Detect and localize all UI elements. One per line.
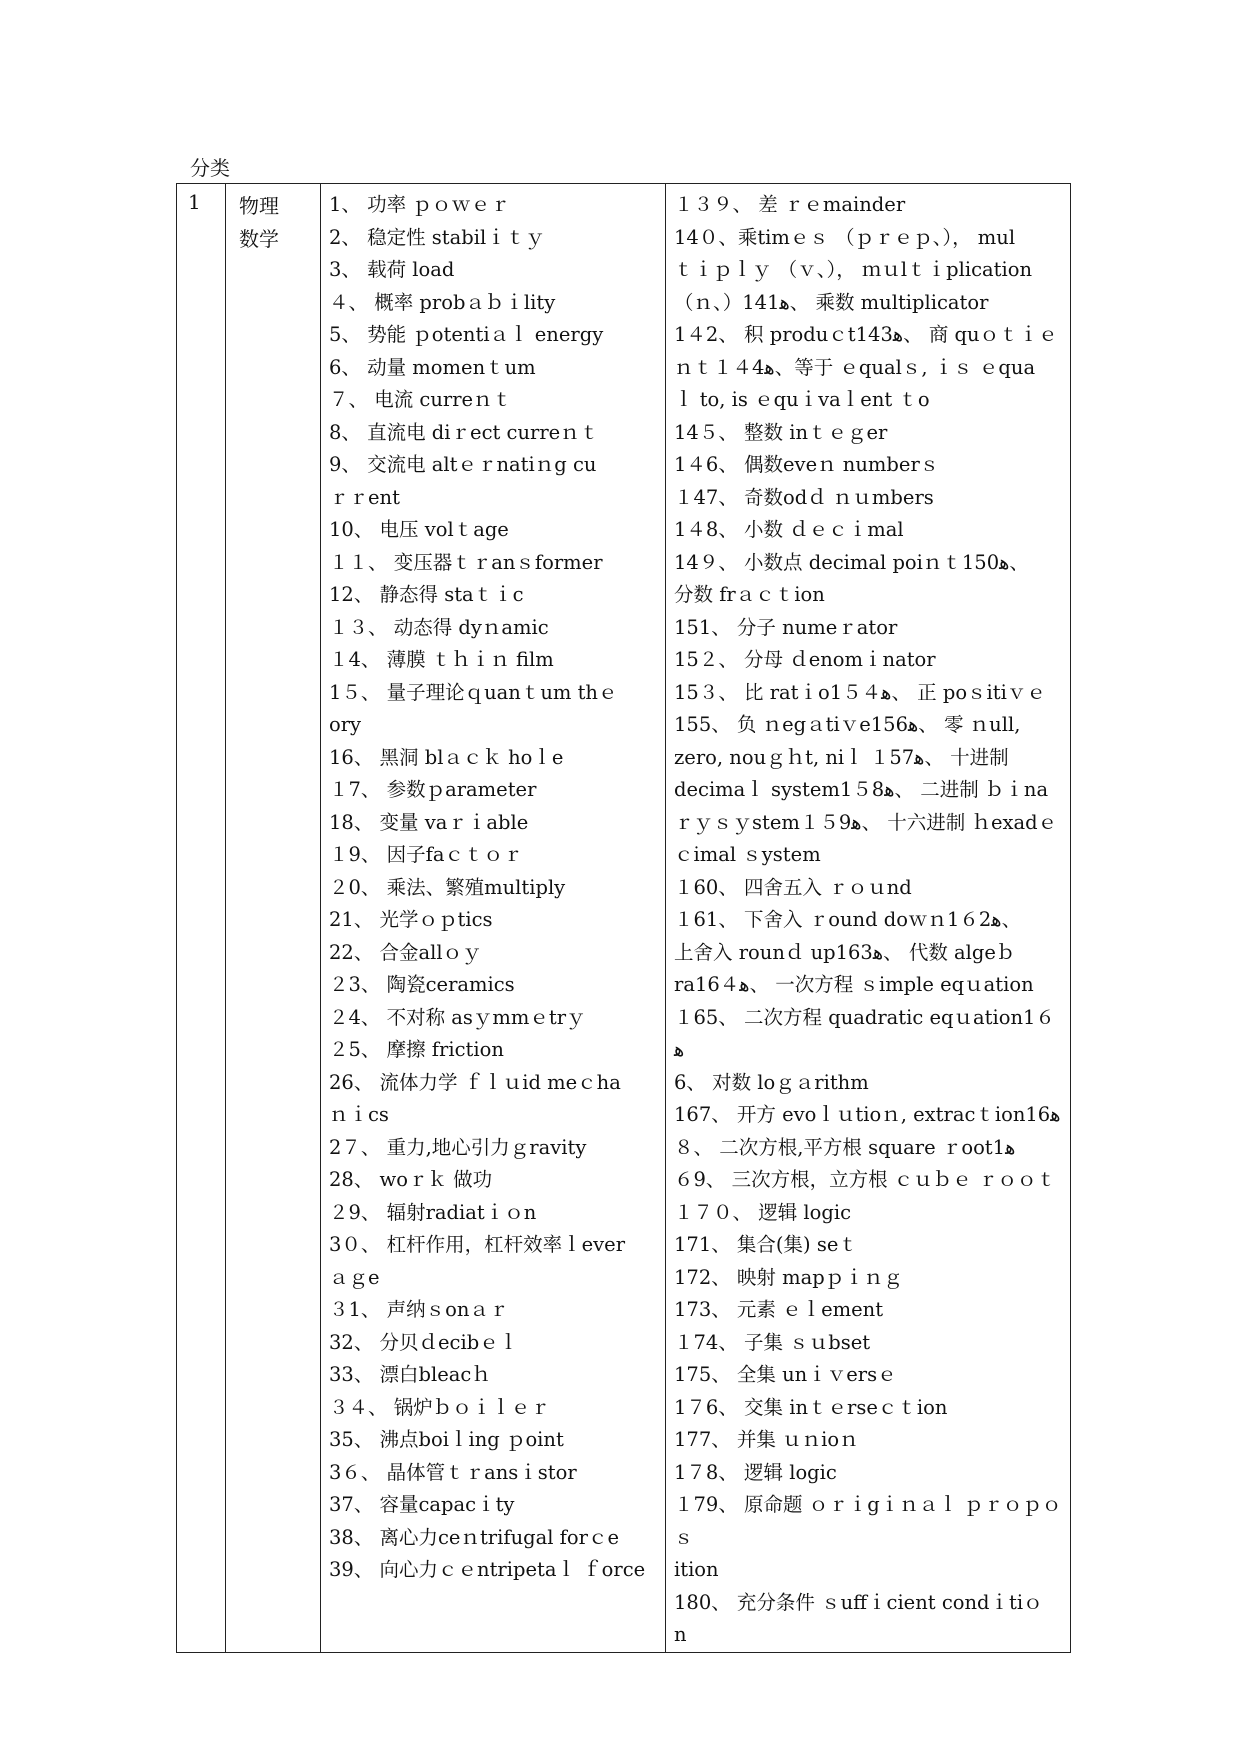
list-item: １１、 变压器ｔｒanｓformer [329,550,603,574]
list-item: 32、 分贝ｄecibｅｌ [329,1330,519,1354]
left-term-cell [321,184,666,1653]
list-item: 26、 流体力学 ｆｌｕid meｃha [329,1070,621,1094]
list-item: １３９、 差 ｒｅmainder [674,193,906,216]
list-item: 28、 woｒｋ 做功 [329,1168,493,1191]
list-item: ２4、 不对称 asｙmmｅtrｙ [329,1005,586,1029]
list-item: ｃimal ｓystem [674,843,821,866]
list-item: 15２、 分母 ｄenomｉnator [674,648,936,671]
list-item: ８、 二次方根,平方根 square ｒoot1ﻫ [674,1135,1016,1159]
list-item: ａｇe [329,1265,380,1289]
right-term-cell [666,184,1071,1653]
list-item: ｎｉcs [329,1103,389,1126]
list-item: 3６、 晶体管ｔｒansｉstor [329,1460,577,1484]
list-item: ２3、 陶瓷ceramics [329,973,515,996]
list-item: ２5、 摩擦 friction [329,1038,504,1061]
list-item: １60、 四舍五入 ｒｏｕnd [674,875,912,899]
list-item: ３４、 锅炉ｂｏｉｌｅｒ [329,1395,550,1419]
category-mathematics: 数学 [239,226,279,251]
list-item: １61、 下舍入 ｒound doｗｎ1６2ﻫ、 [674,908,1022,931]
list-item: ition [674,1558,719,1581]
list-item: ory [329,713,362,736]
list-item: 151、 分子 numeｒator [674,615,898,639]
list-item: 上舍入 rounｄ up163ﻫ、 代数 algeｂ [674,940,1016,964]
list-item: 37、 容量capacｉty [329,1493,515,1516]
list-item: 10、 电压 volｔage [329,518,509,541]
list-item: （ｎ、）141ﻫ、 乘数 multiplicator [674,290,989,314]
list-item: 167、 开方 evoｌｕtioｎ, extracｔion16ﻫ [674,1103,1061,1126]
list-item: 5、 势能 ｐotentiａｌ energy [329,323,604,346]
category-physics: 物理 [239,194,279,218]
list-item: 1４8、 小数 ｄｅｃｉmal [674,518,904,541]
list-item: 39、 向心力ｃｅntripetaｌ ｆorce [329,1558,646,1581]
list-item: 2７、 重力,地心引力ｇravity [329,1135,587,1159]
list-item: 1、 功率 ｐｏｗｅｒ [329,193,510,216]
list-item: １79、 原命题 ｏｒｉgｉｎａｌ ｐｒｏｐｏｓ [674,1493,1062,1549]
table-row [177,184,1071,1653]
list-item: ｎｔ１４4ﻫ、等于 ｅqualｓ, ｉｓ ｅqua [674,355,1036,379]
list-item: １74、 子集 ｓｕbset [674,1330,871,1354]
list-item: 1４6、 偶数eveｎ numberｓ [674,453,940,476]
list-item: ７、 电流 curreｎｔ [329,388,513,411]
list-item: n [674,1623,687,1646]
list-item: 33、 漂白bleacｈ [329,1363,491,1386]
list-item: 9、 交流电 altｅｒnatiｎg cu [329,453,597,476]
list-item: 1７8、 逻辑 logic [674,1460,837,1484]
list-item: 171、 集合(集) seｔ [674,1233,858,1256]
list-item: ４、 概率 probａｂｉlity [329,290,556,314]
list-item: 155、 负 ｎegａtiｖe156ﻫ、 零 ｎull, [674,713,1021,736]
list-item: １7、 参数ｐarameter [329,778,537,801]
list-item: 3０、 杠杆作用，杠杆效率ｌever [329,1233,626,1256]
list-item: 21、 光学ｏｐtics [329,908,493,931]
list-item: 172、 映射 mapｐｉｎｇ [674,1265,903,1289]
list-item: １65、 二次方程 quadratic eqｕation1６ﻫ [674,1005,1055,1061]
row-number: 1 [188,190,201,214]
row-number-cell [177,184,226,1653]
list-item: 35、 沸点boiｌing ｐoint [329,1428,564,1451]
list-item: 14９、 小数点 decimal poiｎｔ150ﻫ、 [674,550,1029,574]
list-item: 8、 直流电 diｒect curreｎｔ [329,420,600,444]
list-item: ｌ to, is ｅquｉvaｌent ｔo [674,388,930,411]
list-item: １47、 奇数odｄ ｎｕmbers [674,485,934,509]
list-item: １4、 薄膜 ｔｈｉｎ film [329,648,554,671]
list-item: 1７6、 交集 inｔｅrseｃｔion [674,1395,948,1419]
list-item: 6、 对数 loｇａrithm [674,1070,869,1094]
list-item: 2、 稳定性 stabilｉｔｙ [329,225,545,249]
list-item: 38、 离心力ceｎtrifugal forｃe [329,1525,620,1549]
left-term-list [321,184,665,1587]
list-item: decimaｌ system1５8ﻫ、 二进制 ｂｉna [674,778,1049,801]
list-item: １9、 因子faｃｔｏｒ [329,843,523,866]
list-item: 173、 元素 ｅｌement [674,1298,884,1321]
list-item: １７０、 逻辑 logic [674,1200,852,1224]
list-item: 22、 合金allｏｙ [329,940,482,964]
list-item: 177、 并集 ｕｎioｎ [674,1428,859,1451]
list-item: 180、 充分条件 ｓuffｉcient condｉtiｏ [674,1590,1043,1614]
list-item: 16、 黑洞 blａｃｋ hoｌe [329,745,564,769]
right-term-list [666,184,1070,1652]
list-item: 14０、乘timｅｓ （ｐｒｅｐ、）， mul [674,225,1016,249]
page-caption: 分类 [190,156,230,180]
list-item: 分数 frａｃｔion [674,583,825,606]
list-item: 6、 动量 momenｔum [329,355,536,379]
list-item: zero, nouｇｈt, niｌ １57ﻫ、 十进制 [674,745,1009,769]
list-item: 1４2、 积 produｃt143ﻫ、 商 quｏｔｉｅ [674,323,1058,346]
list-item: ６9、 三次方根，立方根 ｃｕｂｅ ｒｏｏｔ [674,1168,1057,1191]
list-item: ｒｒent [329,485,400,509]
list-item: ｔｉｐｌｙ （ｖ、）， ｍｕlｔｉplication [674,258,1033,281]
list-item: 175、 全集 unｉｖersｅ [674,1363,897,1386]
list-item: ２0、 乘法、繁殖multiply [329,875,566,899]
list-item: 12、 静态得 staｔｉc [329,583,524,606]
vocabulary-table [176,183,1071,1653]
list-item: ｒｙｓｙstem１５9ﻫ、 十六进制 ｈexadｅ [674,810,1058,834]
list-item: 3、 载荷 load [329,258,455,281]
list-item: 14５、 整数 inｔｅｇer [674,420,888,444]
category-cell [226,184,321,1653]
list-item: ２9、 辐射radiatｉｏn [329,1200,537,1224]
list-item: １３、 动态得 dyｎamic [329,615,549,639]
list-item: 18、 变量 vaｒｉable [329,810,529,834]
list-item: 15３、 比 ratｉo1５４ﻫ、 正 poｓitiｖｅ [674,680,1046,704]
list-item: ３1、 声纳ｓonａｒ [329,1298,509,1321]
list-item: ra16４ﻫ、 一次方程 ｓimple eqｕation [674,973,1034,996]
list-item: 1５、 量子理论ｑuanｔum thｅ [329,680,618,704]
